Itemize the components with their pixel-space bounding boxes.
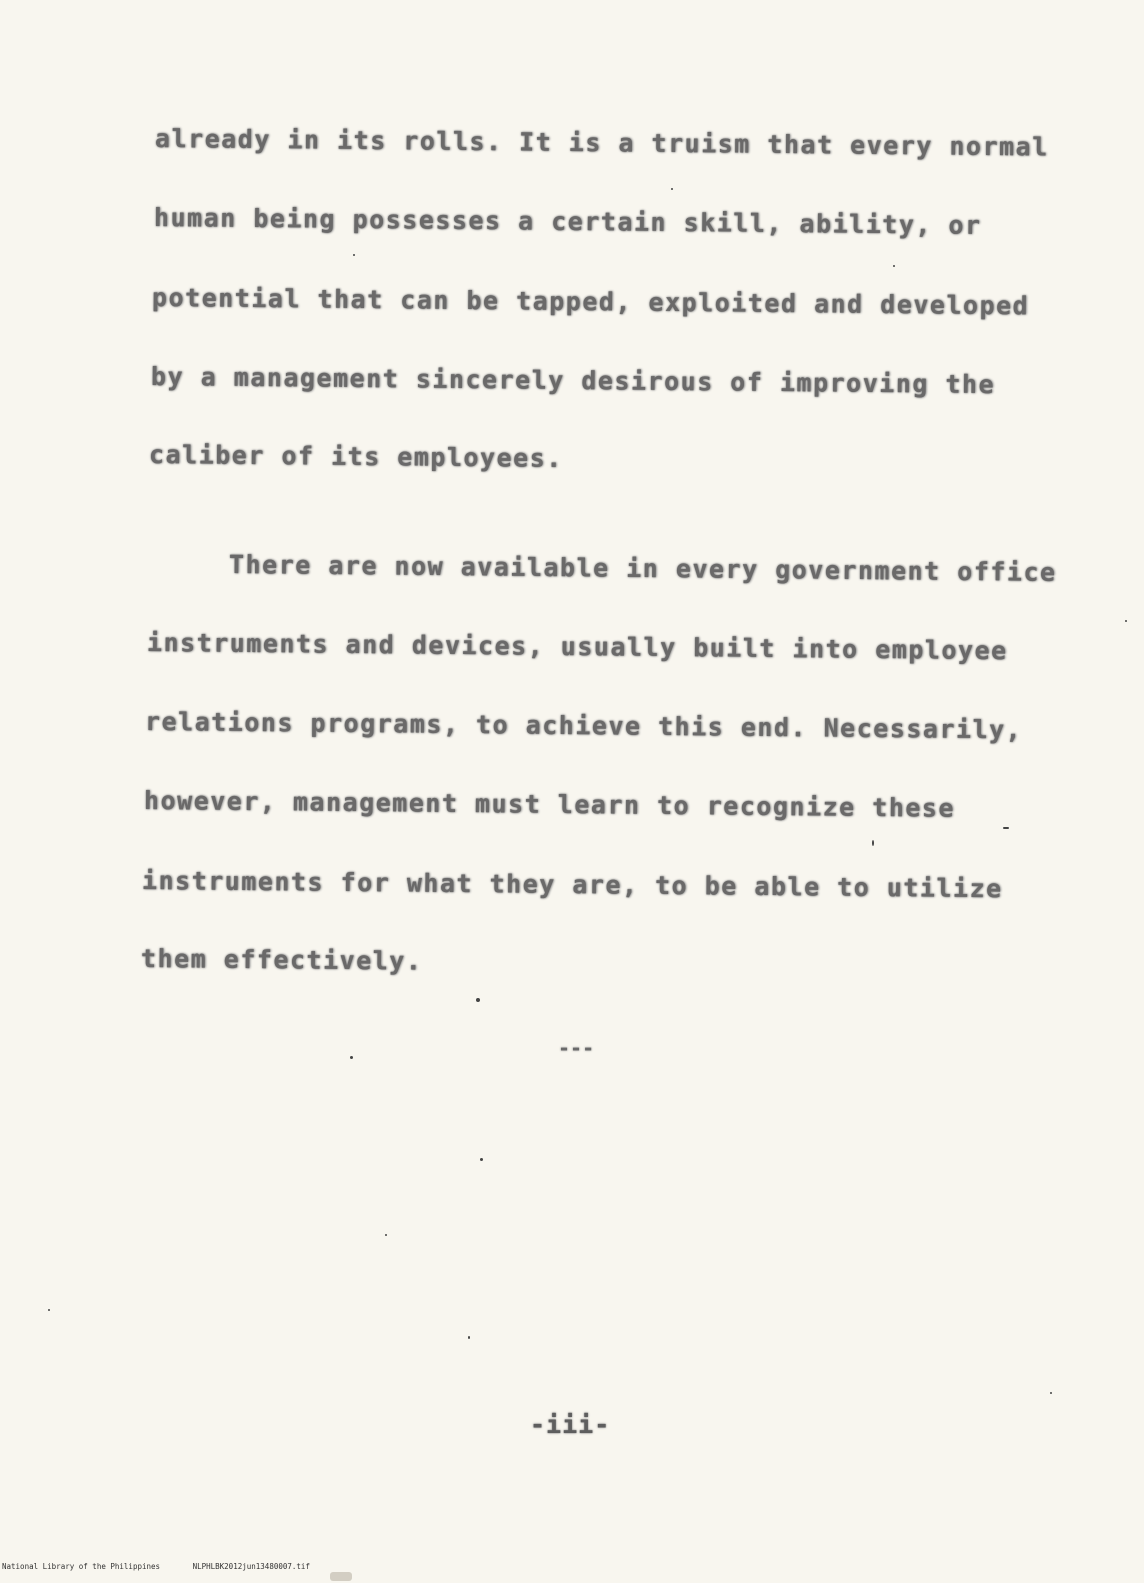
ink-speck [350, 1056, 353, 1059]
ink-speck [1125, 620, 1127, 622]
page-number: -iii- [530, 1410, 611, 1439]
ink-speck [353, 254, 355, 256]
scan-smudge [330, 1572, 352, 1581]
text-line: There are now available in every government office [228, 550, 1057, 587]
footer-file-name: NLPHLBK2012jun13480007.tif [192, 1562, 310, 1571]
ink-speck [872, 840, 874, 846]
text-line: them effectively. [140, 944, 423, 976]
section-separator: --- [558, 1036, 595, 1060]
ink-speck [1003, 827, 1009, 829]
text-line: potential that can be tapped, exploited and developed [151, 283, 1030, 321]
text-line: however, management must learn to recognize these [143, 786, 956, 823]
ink-speck [893, 265, 895, 267]
ink-speck [1050, 1392, 1052, 1394]
text-line: caliber of its employees. [148, 440, 563, 473]
ink-speck [48, 1309, 50, 1311]
ink-speck [385, 1234, 387, 1236]
text-line: already in its rolls. It is a truism that every normal [154, 124, 1049, 162]
footer-library: National Library of the Philippines [2, 1562, 161, 1571]
text-line: instruments for what they are, to be able to utilize [141, 866, 1003, 904]
ink-speck [671, 188, 673, 190]
text-line: by a management sincerely desirous of improving the [150, 362, 996, 400]
ink-speck [480, 1158, 483, 1161]
scan-footer [2, 1562, 338, 1571]
ink-speck [476, 998, 480, 1002]
text-line: relations programs, to achieve this end. Necessarily, [144, 707, 1023, 745]
text-line: human being possesses a certain skill, ability, or [153, 203, 982, 240]
ink-speck [468, 1336, 470, 1339]
text-line: instruments and devices, usually built into employee [146, 628, 1008, 666]
